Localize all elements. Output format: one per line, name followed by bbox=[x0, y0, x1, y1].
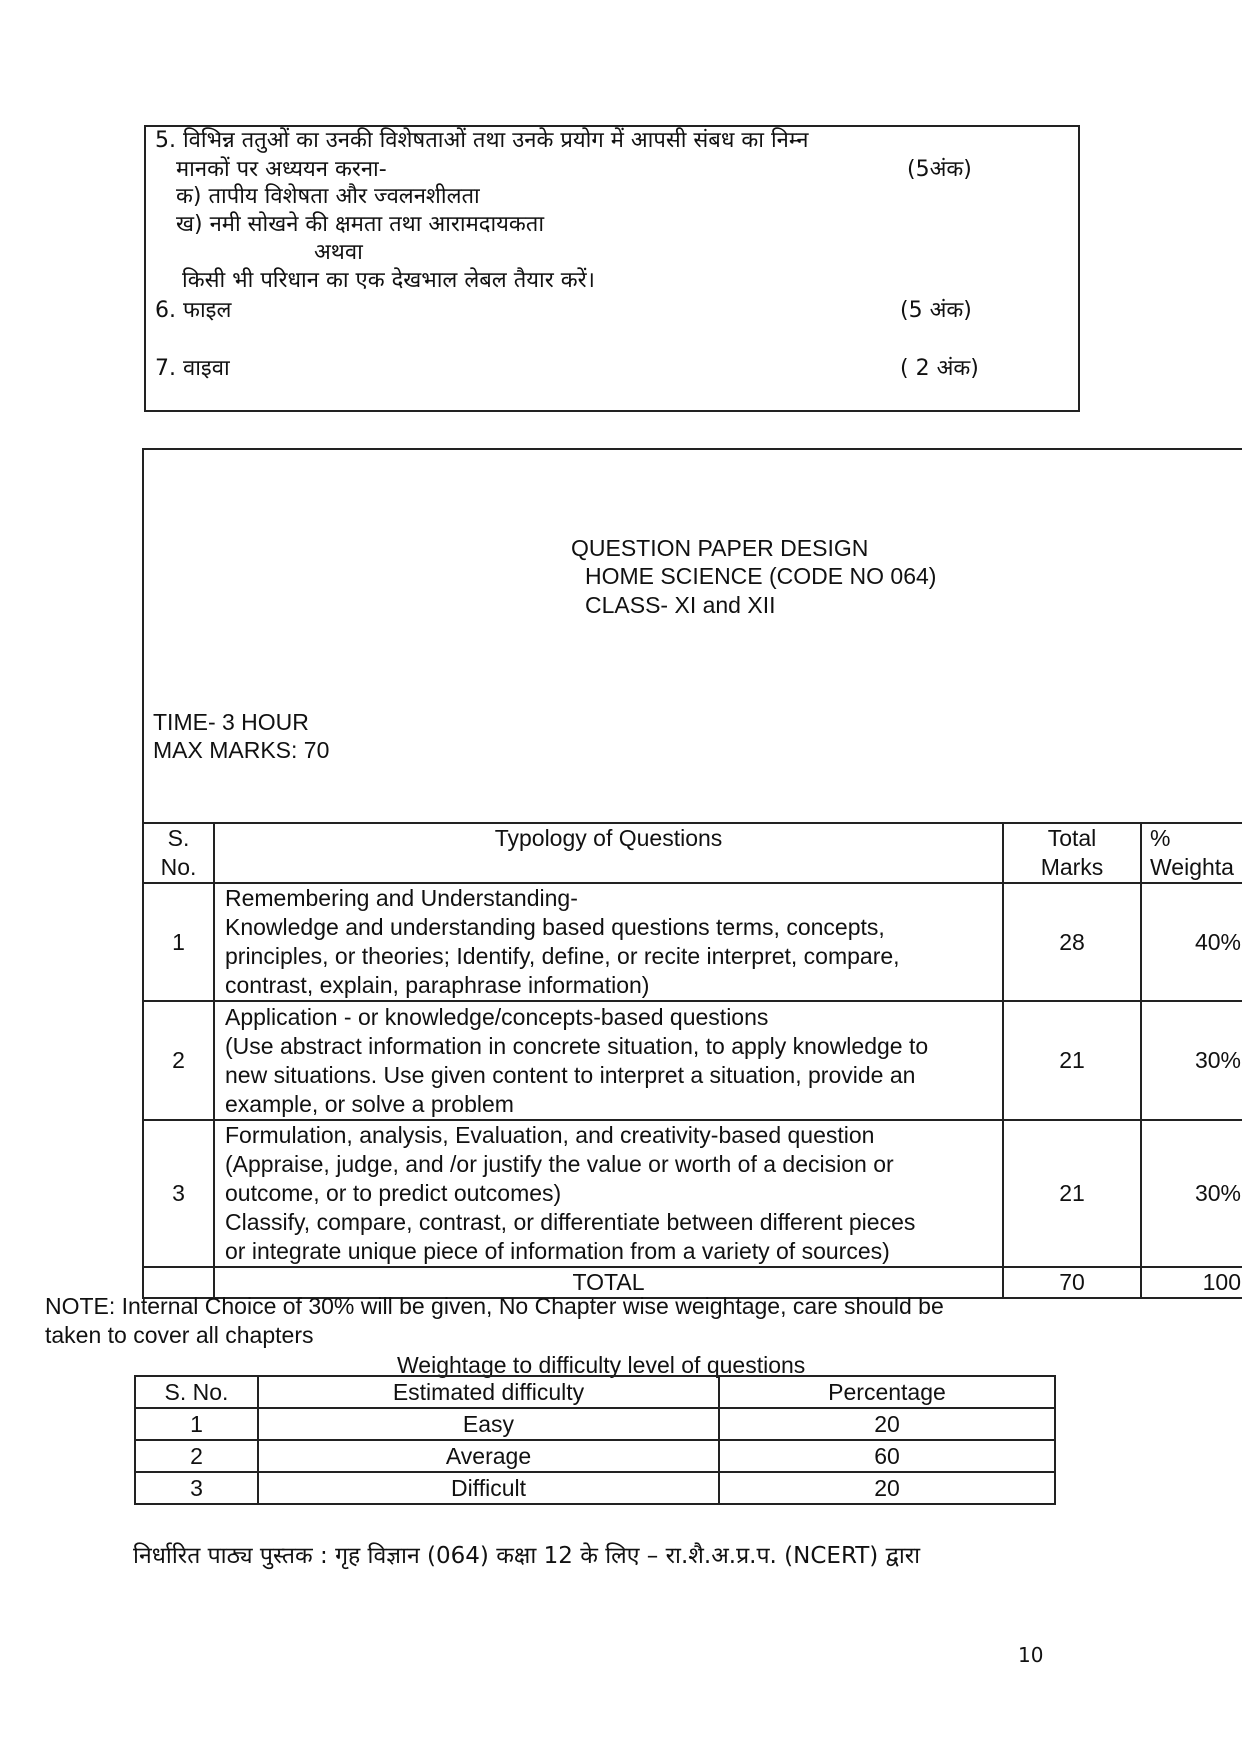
item5-part-a: क) तापीय विशेषता और ज्वलनशीलता bbox=[176, 184, 480, 209]
difficulty-level-header: Estimated difficulty bbox=[258, 1376, 719, 1408]
table-row bbox=[135, 1472, 1055, 1504]
note-line1: NOTE: Internal Choice of 30% will be given, No Chapter wise weightage, care should be bbox=[45, 1293, 944, 1319]
total-label: TOTAL bbox=[214, 1267, 1003, 1298]
table-row bbox=[143, 1001, 1242, 1120]
table-row bbox=[143, 1120, 1242, 1267]
difficulty-table bbox=[134, 1375, 1056, 1505]
item6-marks: (5 अंक) bbox=[900, 298, 972, 323]
sno-header: S. No. bbox=[143, 823, 214, 883]
row-typology: Remembering and Understanding- Knowledge and understanding based questions terms, concepts, principles, or theories; Identify, define, or recite interpret, compare, contrast, explain, paraphrase information) bbox=[214, 883, 1003, 1001]
table-row bbox=[135, 1408, 1055, 1440]
item6-label: 6. फाइल bbox=[155, 298, 232, 323]
item5-part-b: ख) नमी सोखने की क्षमता तथा आरामदायकता bbox=[176, 212, 545, 237]
weightage-header: % Weighta bbox=[1141, 823, 1242, 883]
item7-marks: ( 2 अंक) bbox=[900, 356, 979, 381]
total-marks: 70 bbox=[1003, 1267, 1141, 1298]
typology-header-row bbox=[143, 823, 1242, 883]
difficulty-percent-header: Percentage bbox=[719, 1376, 1055, 1408]
item5-line2: मानकों पर अध्ययन करना- bbox=[176, 157, 387, 182]
typology-header: Typology of Questions bbox=[214, 823, 1003, 883]
row-marks: 28 bbox=[1003, 883, 1141, 1001]
row-weight: 30% bbox=[1141, 1120, 1242, 1267]
difficulty-percent: 20 bbox=[719, 1472, 1055, 1504]
row-sno: 1 bbox=[143, 883, 214, 1001]
row-marks: 21 bbox=[1003, 1120, 1141, 1267]
difficulty-title: Weightage to difficulty level of questions bbox=[397, 1352, 806, 1378]
difficulty-sno: 2 bbox=[135, 1440, 258, 1472]
max-marks-line: MAX MARKS: 70 bbox=[153, 737, 330, 763]
item5-line1: 5. विभिन्न ततुओं का उनकी विशेषताओं तथा उनके प्रयोग में आपसी संबध का निम्न bbox=[155, 128, 809, 153]
row-marks: 21 bbox=[1003, 1001, 1141, 1120]
difficulty-sno: 1 bbox=[135, 1408, 258, 1440]
difficulty-percent: 20 bbox=[719, 1408, 1055, 1440]
time-line: TIME- 3 HOUR bbox=[153, 709, 309, 735]
item5-marks: (5अंक) bbox=[907, 157, 972, 182]
total-weight: 100 bbox=[1141, 1267, 1242, 1298]
prescribed-textbook: निर्धारित पाठ्य पुस्तक : गृह विज्ञान (064) कक्षा 12 के लिए – रा.शै.अ.प्र.प. (NCERT) द्वारा bbox=[133, 1543, 921, 1569]
difficulty-level: Difficult bbox=[258, 1472, 719, 1504]
or-text: अथवा bbox=[314, 240, 363, 265]
difficulty-sno-header: S. No. bbox=[135, 1376, 258, 1408]
difficulty-sno: 3 bbox=[135, 1472, 258, 1504]
difficulty-header-row bbox=[135, 1376, 1055, 1408]
page-title: QUESTION PAPER DESIGN bbox=[571, 535, 869, 561]
row-typology: Application - or knowledge/concepts-based questions (Use abstract information in concrete situation, to apply knowledge to new situations. Use given content to interpret a situation, provide an example, or solve a problem bbox=[214, 1001, 1003, 1120]
note-line2: taken to cover all chapters bbox=[45, 1322, 314, 1348]
row-typology: Formulation, analysis, Evaluation, and creativity-based question (Appraise, judge, and /or justify the value or worth of a decision or outcome, or to predict outcomes) Classify, compare, contrast, or differentiate between different pieces or integrate unique piece of information from a variety of sources) bbox=[214, 1120, 1003, 1267]
difficulty-level: Average bbox=[258, 1440, 719, 1472]
paper-design-box bbox=[142, 448, 1242, 823]
item7-label: 7. वाइवा bbox=[155, 356, 230, 381]
subject-line: HOME SCIENCE (CODE NO 064) bbox=[585, 563, 937, 589]
row-weight: 40% bbox=[1141, 883, 1242, 1001]
table-row bbox=[143, 883, 1242, 1001]
difficulty-percent: 60 bbox=[719, 1440, 1055, 1472]
typology-table bbox=[142, 822, 1242, 1299]
row-sno: 2 bbox=[143, 1001, 214, 1120]
row-weight: 30% bbox=[1141, 1001, 1242, 1120]
row-sno: 3 bbox=[143, 1120, 214, 1267]
class-line: CLASS- XI and XII bbox=[585, 592, 776, 618]
page-number: 10 bbox=[1018, 1643, 1044, 1667]
difficulty-level: Easy bbox=[258, 1408, 719, 1440]
table-row bbox=[135, 1440, 1055, 1472]
total-marks-header: Total Marks bbox=[1003, 823, 1141, 883]
care-label-task: किसी भी परिधान का एक देखभाल लेबल तैयार करें। bbox=[182, 268, 595, 293]
